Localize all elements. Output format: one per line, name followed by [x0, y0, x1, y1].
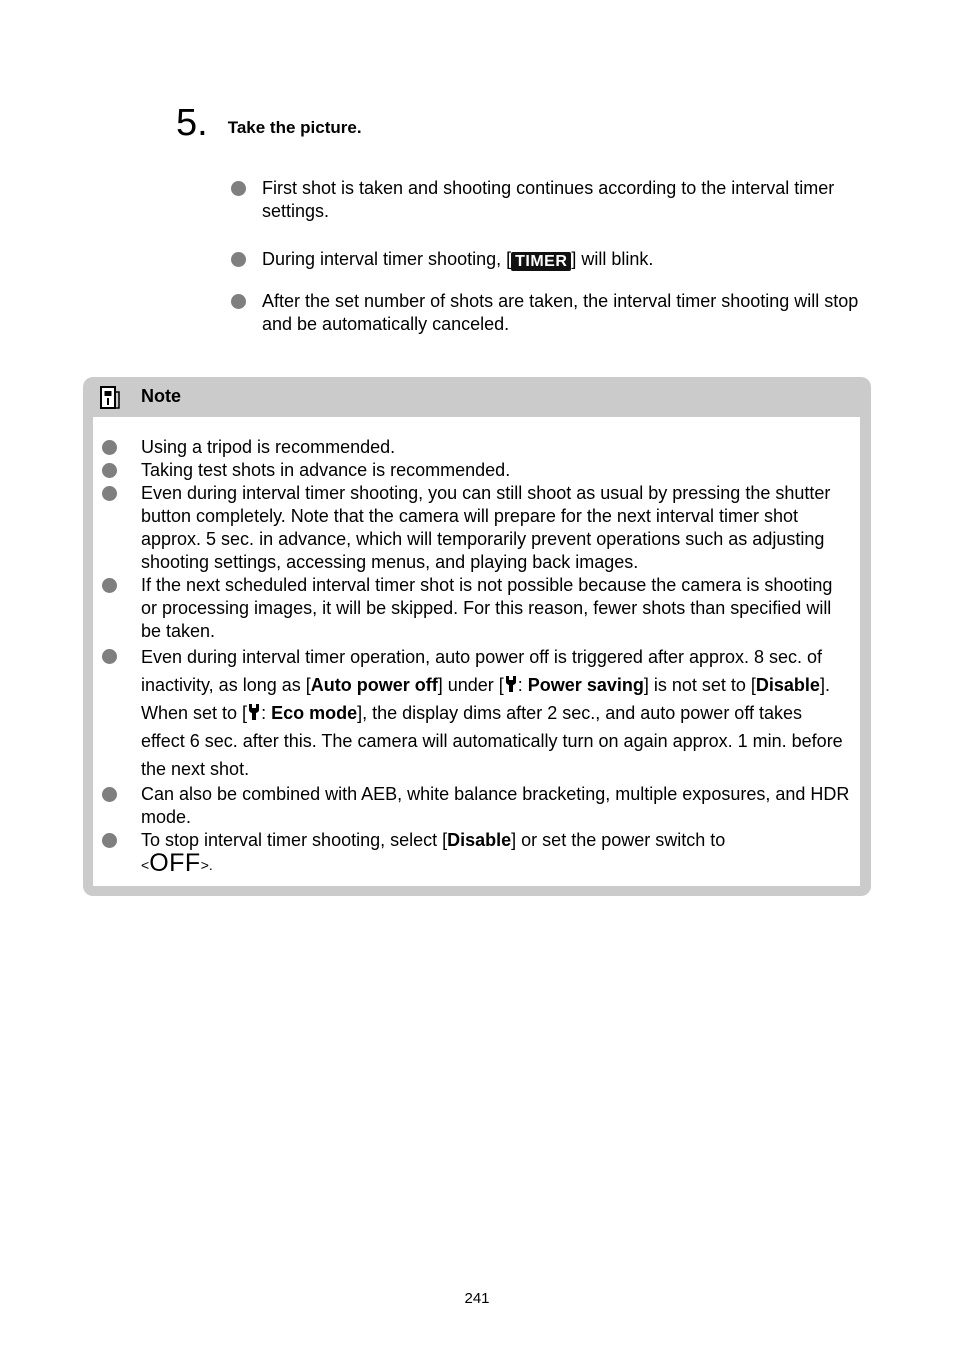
- step-number: 5.: [176, 102, 208, 144]
- menu-item-name: Disable: [447, 830, 512, 850]
- bracket-close: >.: [200, 857, 213, 873]
- note-title: Note: [141, 386, 181, 406]
- list-item-text: ]. When set to [: [141, 675, 830, 723]
- list-item-text: Even during interval timer shooting, you can still shoot as usual by pressing the shutter button completely. Note that the camera will prepare for the next interval timer shot approx. 5 sec. in advance, which will temporarily prevent operations such as adjusting shooting settings, accessing menus, and playing back images.: [141, 483, 831, 572]
- list-item-text: :: [517, 675, 528, 695]
- note-box: [83, 377, 871, 896]
- list-item-text: After the set number of shots are taken, the interval timer shooting will stop and be automatically canceled.: [262, 291, 859, 334]
- list-item-text: Using a tripod is recommended.: [141, 437, 396, 457]
- list-item-text: ] under [: [437, 675, 504, 695]
- bullet-dot-icon: [231, 181, 246, 196]
- bracket-open: <: [141, 857, 150, 873]
- list-item: [230, 248, 870, 271]
- bullet-dot-icon: [102, 463, 117, 478]
- list-item: [100, 643, 850, 783]
- page-number: 241: [464, 1290, 490, 1307]
- bullet-dot-icon: [102, 649, 117, 664]
- list-item: [100, 783, 850, 829]
- bullet-dot-icon: [102, 486, 117, 501]
- note-list: [100, 436, 850, 877]
- bullet-dot-icon: [102, 833, 117, 848]
- step-5: [176, 102, 362, 145]
- bullet-dot-icon: [231, 294, 246, 309]
- list-item-text: ] or set the power switch to: [511, 830, 726, 850]
- wrench-icon: [247, 703, 261, 721]
- bullet-dot-icon: [102, 787, 117, 802]
- list-item: [100, 574, 850, 643]
- step-title: Take the picture.: [227, 118, 362, 137]
- list-item-text: :: [261, 703, 272, 723]
- note-icon: [99, 386, 121, 410]
- note-header: [83, 377, 871, 417]
- list-item-text: ], the display dims after 2 sec., and auto power off takes effect 6 sec. after this. The camera will automatically turn on again approx. 1 min. before the next shot.: [141, 703, 843, 779]
- list-item-text: To stop interval timer shooting, select [: [141, 830, 448, 850]
- step-bullet-list: [230, 177, 870, 336]
- bullet-dot-icon: [102, 440, 117, 455]
- list-item: [100, 482, 850, 574]
- menu-item-name: Auto power off: [310, 675, 438, 695]
- list-item-text: ] will blink.: [571, 249, 654, 269]
- list-item: [100, 436, 850, 459]
- list-item: [100, 829, 850, 877]
- wrench-icon: [504, 675, 518, 693]
- bullet-dot-icon: [231, 252, 246, 267]
- menu-item-name: Disable: [755, 675, 820, 695]
- list-item-text: Even during interval timer operation, auto power off is triggered after approx. 8 sec. of inactivity, as long as [: [141, 647, 823, 695]
- list-item-text: ] is not set to [: [643, 675, 756, 695]
- list-item-text: If the next scheduled interval timer shot is not possible because the camera is shooting or processing images, it will be skipped. For this reason, fewer shots than specified will be taken.: [141, 575, 833, 641]
- timer-icon: TIMER: [511, 252, 571, 271]
- bullet-dot-icon: [102, 578, 117, 593]
- list-item-text: Can also be combined with AEB, white balance bracketing, multiple exposures, and HDR mode.: [141, 784, 850, 827]
- list-item: [230, 177, 870, 223]
- off-switch-symbol: OFF: [149, 849, 201, 877]
- list-item-text: Taking test shots in advance is recommended.: [141, 460, 511, 480]
- list-item-text: During interval timer shooting, [: [262, 249, 512, 269]
- note-body: [93, 417, 860, 886]
- menu-item-name: Power saving: [527, 675, 644, 695]
- menu-item-name: Eco mode: [271, 703, 358, 723]
- list-item: [230, 290, 870, 336]
- list-item-text: First shot is taken and shooting continues according to the interval timer settings.: [262, 178, 835, 221]
- list-item: [100, 459, 850, 482]
